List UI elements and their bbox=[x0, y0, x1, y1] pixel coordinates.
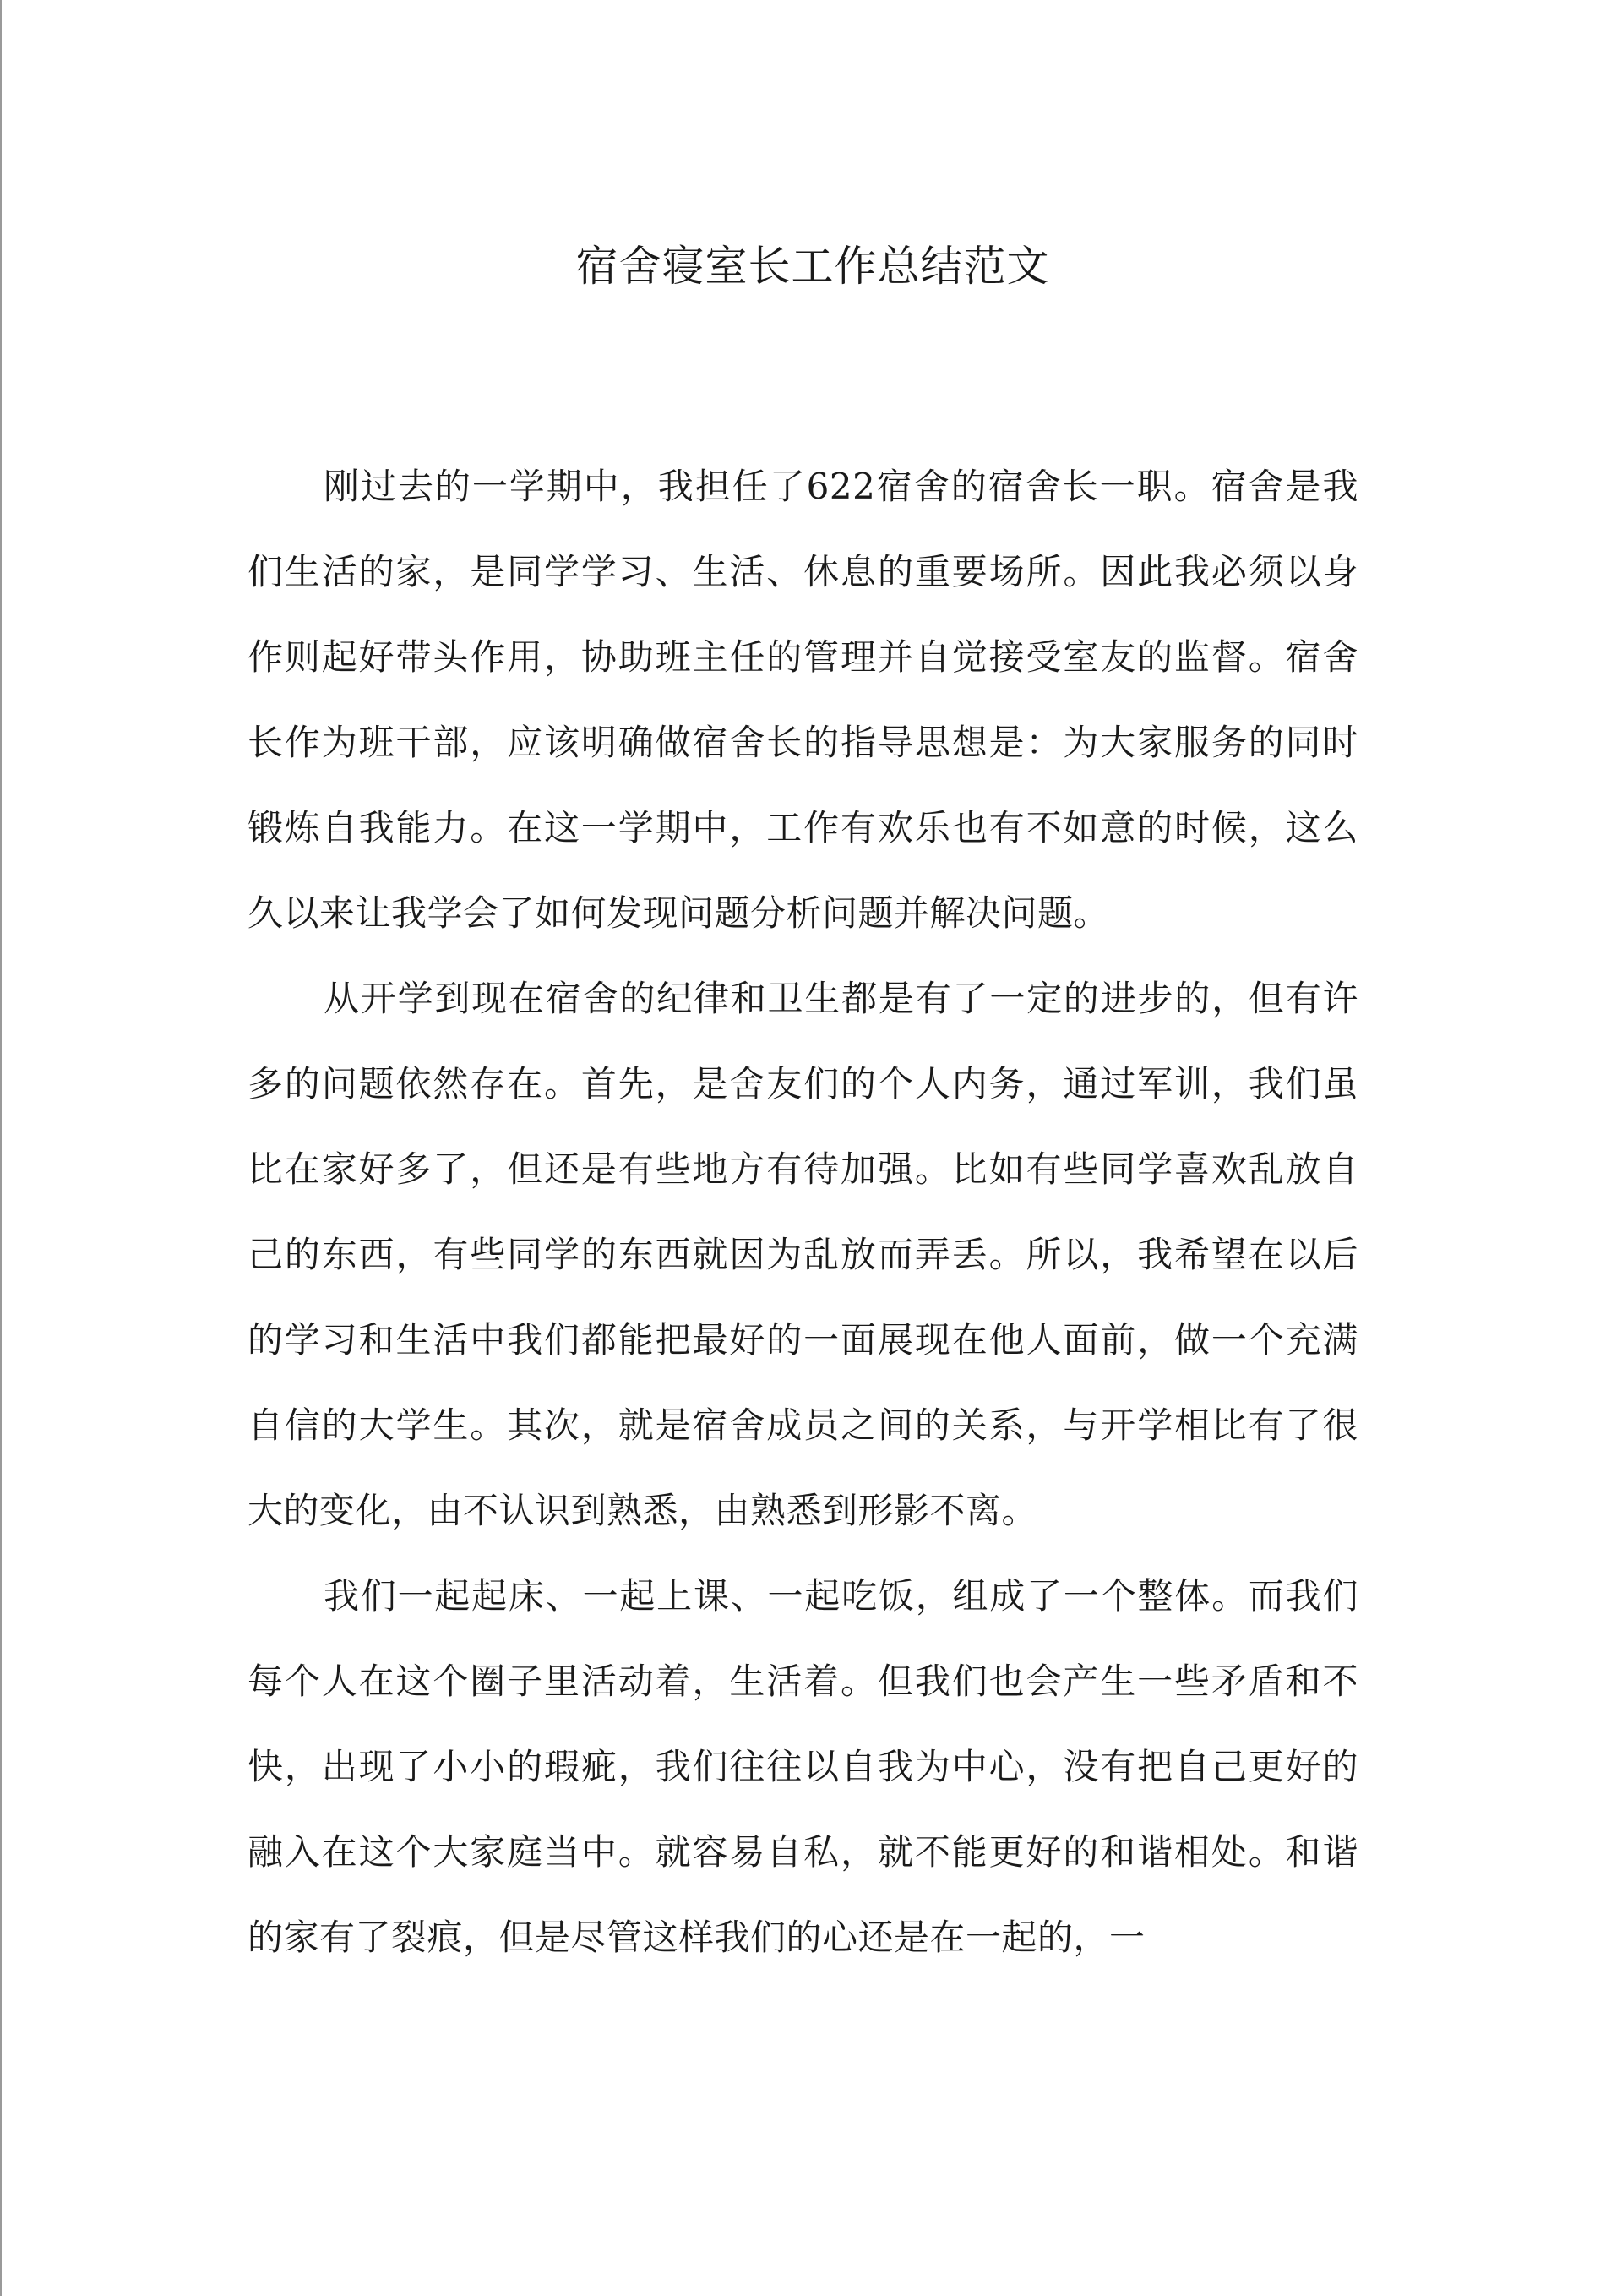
paragraph-2: 从开学到现在宿舍的纪律和卫生都是有了一定的进步的，但有许多的问题依然存在。首先，是舍友们的个人内务，通过军训，我们虽比在家好多了，但还是有些地方有待加强。比如有些同学喜欢乱放自己的东西，有些同学的东西就因为乱放而弄丢。所以，我希望在以后的学习和生活中我们都能把最好的一面展现在他人面前，做一个充满自信的大学生。其次，就是宿舍成员之间的关系，与开学相比有了很大的变化，由不认识到熟悉，由熟悉到形影不离。 bbox=[248, 978, 1358, 1531]
paragraph-3: 我们一起起床、一起上课、一起吃饭，组成了一个整体。而我们每个人在这个圈子里活动着，生活着。但我们也会产生一些矛盾和不快，出现了小小的瑕疵，我们往往以自我为中心，没有把自己更好的融入在这个大家庭当中。就容易自私，就不能更好的和谐相处。和谐的家有了裂痕，但是尽管这样我们的心还是在一起的，一 bbox=[248, 1575, 1358, 1958]
document-body bbox=[248, 444, 1358, 1980]
paragraph-1: 刚过去的一学期中，我担任了622宿舍的宿舍长一职。宿舍是我们生活的家，是同学学习、生活、休息的重要场所。因此我必须以身作则起好带头作用，协助班主任的管理并自觉接受室友的监督。宿舍长作为班干部，应该明确做宿舍长的指导思想是：为大家服务的同时锻炼自我能力。在这一学期中，工作有欢乐也有不如意的时候，这么久以来让我学会了如何发现问题分析问题并解决问题。 bbox=[248, 466, 1358, 934]
document-title: 宿舍寝室长工作总结范文 bbox=[575, 242, 1050, 291]
